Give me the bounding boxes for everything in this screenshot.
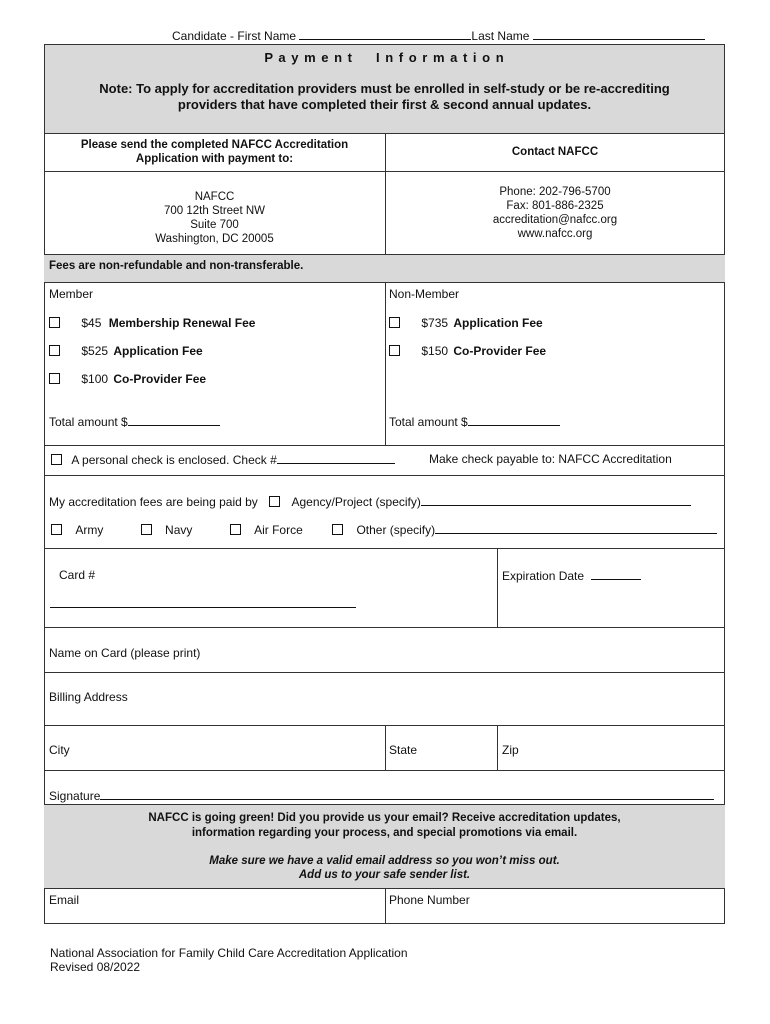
- member-fee-renewal: [49, 316, 255, 330]
- border-bottom: [44, 923, 725, 924]
- phone-number-label[interactable]: Phone Number: [389, 893, 470, 907]
- divider: [497, 548, 498, 627]
- divider: [44, 445, 725, 446]
- paid-by-row: [49, 494, 691, 509]
- divider: [44, 548, 725, 549]
- nonmember-coprovider-checkbox[interactable]: [389, 345, 400, 356]
- first-name-label: Candidate - First Name: [172, 29, 297, 43]
- fees-note: Fees are non-refundable and non-transferable.: [49, 260, 304, 272]
- payment-information-title: P a y m e n t I n f o r m a t i o n: [264, 50, 505, 65]
- address-line: NAFCC: [194, 191, 235, 203]
- footer-line-1: National Association for Family Child Care Accreditation Application: [50, 946, 408, 960]
- other-field[interactable]: [435, 522, 717, 534]
- city-label[interactable]: City: [49, 743, 70, 757]
- name-on-card-label[interactable]: Name on Card (please print): [49, 646, 201, 660]
- member-coprovider-checkbox[interactable]: [49, 373, 60, 384]
- air-force-checkbox[interactable]: [230, 524, 241, 535]
- agency-label: Agency/Project (specify): [291, 495, 421, 509]
- fee-amount: $100: [81, 372, 109, 386]
- fee-name: Application Fee: [113, 344, 203, 358]
- army-checkbox[interactable]: [51, 524, 62, 535]
- divider: [497, 725, 498, 770]
- contact-heading: Contact NAFCC: [511, 146, 599, 158]
- green-line-3: Make sure we have a valid email address so you won’t miss out.: [209, 855, 560, 867]
- agency-field[interactable]: [421, 494, 691, 506]
- fee-amount: $525: [81, 344, 109, 358]
- check-number-field[interactable]: [277, 452, 395, 464]
- divider: [385, 282, 386, 445]
- member-total: [49, 414, 220, 429]
- member-total-field[interactable]: [128, 414, 220, 426]
- signature-label: Signature: [49, 789, 101, 803]
- nonmember-application-checkbox[interactable]: [389, 317, 400, 328]
- check-row: [51, 452, 395, 467]
- divider: [385, 725, 386, 770]
- green-line-4: Add us to your safe sender list.: [298, 869, 471, 881]
- navy-label: Navy: [165, 523, 193, 537]
- total-label: Total amount $: [389, 415, 468, 429]
- state-label[interactable]: State: [389, 743, 418, 757]
- paid-by-row-2: [51, 522, 717, 537]
- contact-info: [385, 185, 725, 241]
- member-fee-application: [49, 344, 203, 358]
- member-application-checkbox[interactable]: [49, 345, 60, 356]
- border-right: [724, 44, 725, 924]
- nonmember-total: [389, 414, 560, 429]
- divider: [44, 475, 725, 476]
- footer-line-2: Revised 08/2022: [50, 960, 141, 974]
- signature-row: [49, 788, 714, 803]
- address-line: 700 12th Street NW: [164, 205, 265, 217]
- card-number-field[interactable]: [50, 607, 356, 608]
- border-left: [44, 44, 45, 924]
- contact-website[interactable]: www.nafcc.org: [517, 228, 593, 240]
- note-line-2: providers that have completed their first & second annual updates.: [177, 97, 592, 112]
- expiration-row: [502, 568, 641, 583]
- member-fee-coprovider: [49, 372, 206, 386]
- other-checkbox[interactable]: [332, 524, 343, 535]
- check-payable: Make check payable to: NAFCC Accreditation: [429, 452, 672, 466]
- fee-amount: $45: [81, 316, 102, 330]
- address-line: Suite 700: [190, 219, 239, 231]
- nonmember-total-field[interactable]: [468, 414, 560, 426]
- check-label: A personal check is enclosed. Check #: [71, 453, 277, 467]
- expiration-label: Expiration Date: [502, 569, 585, 583]
- army-label: Army: [75, 523, 104, 537]
- email-label[interactable]: Email: [49, 893, 80, 907]
- non-member-label: Non-Member: [389, 287, 460, 301]
- member-renewal-checkbox[interactable]: [49, 317, 60, 328]
- air-force-label: Air Force: [254, 523, 303, 537]
- send-heading-2: Application with payment to:: [135, 153, 294, 165]
- member-label: Member: [49, 287, 94, 301]
- green-line-1: NAFCC is going green! Did you provide us your email? Receive accreditation updates,: [148, 812, 621, 824]
- last-name-field[interactable]: [533, 28, 705, 40]
- divider: [385, 888, 386, 924]
- contact-phone: Phone: 202-796-5700: [499, 186, 611, 198]
- first-name-field[interactable]: [299, 28, 471, 40]
- fee-amount: $735: [421, 316, 449, 330]
- zip-label[interactable]: Zip: [502, 743, 519, 757]
- divider: [44, 171, 725, 172]
- fee-amount: $150: [421, 344, 449, 358]
- fee-name: Co-Provider Fee: [113, 372, 207, 386]
- contact-fax: Fax: 801-886-2325: [506, 200, 604, 212]
- border-top: [44, 44, 725, 45]
- expiration-field[interactable]: [591, 568, 641, 580]
- contact-email[interactable]: accreditation@nafcc.org: [492, 214, 618, 226]
- send-address: [44, 190, 385, 246]
- fee-name: Application Fee: [453, 316, 543, 330]
- other-label: Other (specify): [356, 523, 436, 537]
- green-line-2: information regarding your process, and special promotions via email.: [191, 827, 578, 839]
- send-heading-1: Please send the completed NAFCC Accreditation: [80, 139, 349, 151]
- divider: [44, 672, 725, 673]
- candidate-first-name-label: [172, 28, 705, 43]
- address-line: Washington, DC 20005: [155, 233, 274, 245]
- navy-checkbox[interactable]: [141, 524, 152, 535]
- last-name-label: Last Name: [471, 29, 530, 43]
- card-number-label: Card #: [59, 568, 96, 582]
- total-label: Total amount $: [49, 415, 128, 429]
- divider: [44, 770, 725, 771]
- nonmember-fee-application: [389, 316, 543, 330]
- divider: [44, 254, 725, 255]
- paid-by-label: My accreditation fees are being paid by: [49, 495, 258, 509]
- fee-name: Co-Provider Fee: [453, 344, 547, 358]
- signature-field[interactable]: [100, 788, 714, 800]
- fee-name: Membership Renewal Fee: [108, 316, 256, 330]
- billing-address-label[interactable]: Billing Address: [49, 690, 128, 704]
- note-line-1: Note: To apply for accreditation providers must be enrolled in self-study or be re-accrediting: [99, 81, 670, 96]
- agency-checkbox[interactable]: [269, 496, 280, 507]
- nonmember-fee-coprovider: [389, 344, 546, 358]
- check-enclosed-checkbox[interactable]: [51, 454, 62, 465]
- divider: [44, 804, 725, 805]
- divider: [44, 627, 725, 628]
